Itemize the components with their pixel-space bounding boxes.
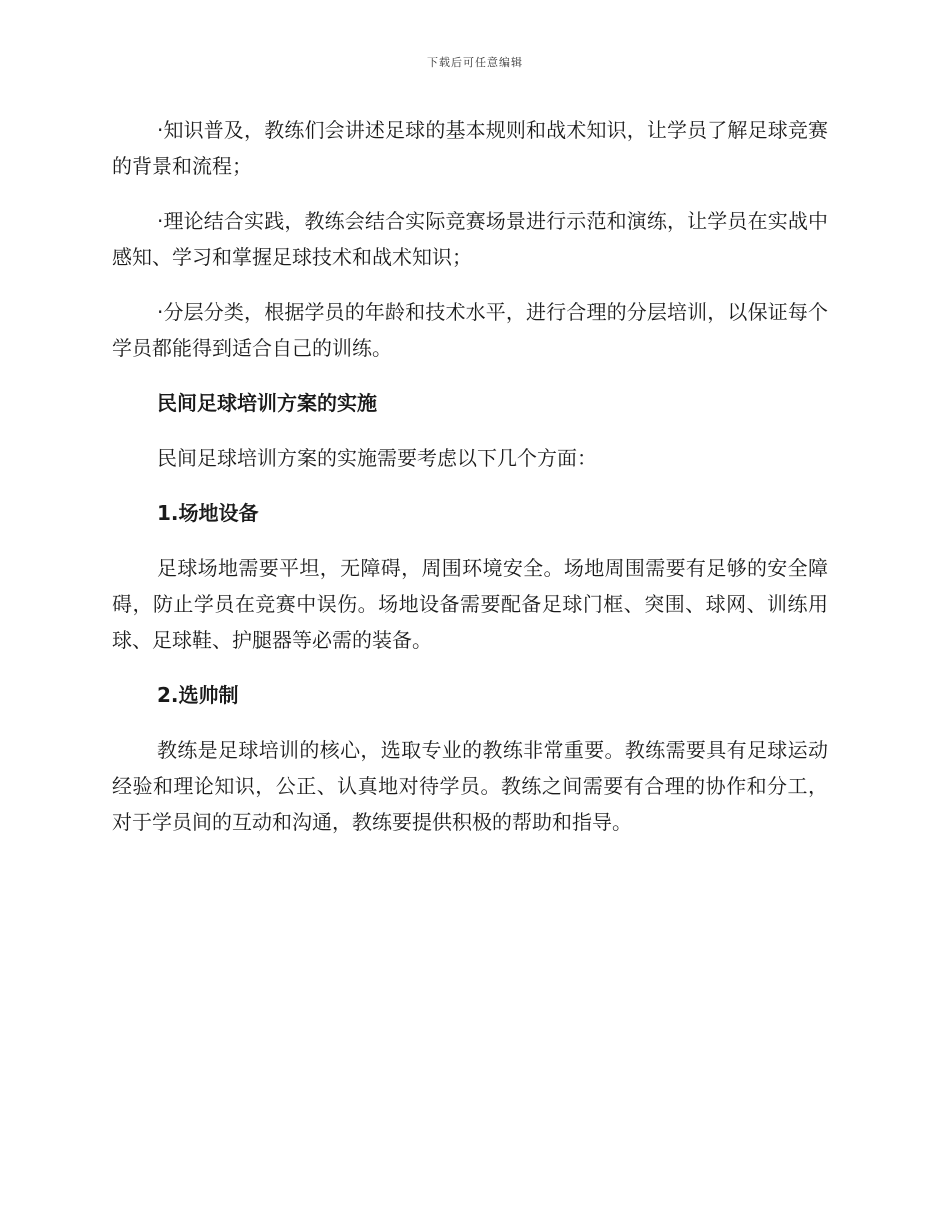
coach-paragraph: 教练是足球培训的核心，选取专业的教练非常重要。教练需要具有足球运动经验和理论知识，公正、认真地对待学员。教练之间需要有合理的协作和分工，对于学员间的互动和沟通，教练要提供积极的帮助和指导。 xyxy=(112,738,828,834)
section-intro-paragraph: 民间足球培训方案的实施需要考虑以下几个方面： xyxy=(157,446,597,470)
section-heading: 民间足球培训方案的实施 xyxy=(157,391,377,415)
bullet-paragraph-theory-practice: ·理论结合实践，教练会结合实际竞赛场景进行示范和演练，让学员在实战中感知、学习和掌握足球技术和战术知识； xyxy=(112,209,828,269)
venue-paragraph: 足球场地需要平坦，无障碍，周围环境安全。场地周围需要有足够的安全障碍，防止学员在竞赛中误伤。场地设备需要配备足球门框、突围、球网、训练用球、足球鞋、护腿器等必需的装备。 xyxy=(112,556,828,652)
bullet-paragraph-knowledge: ·知识普及，教练们会讲述足球的基本规则和战术知识，让学员了解足球竞赛的背景和流程； xyxy=(112,118,828,178)
document-body xyxy=(112,112,828,859)
sub-heading-coach: 2.选帅制 xyxy=(157,683,239,707)
page-header: 下载后可任意编辑 xyxy=(427,56,523,69)
bullet-paragraph-layered: ·分层分类，根据学员的年龄和技术水平，进行合理的分层培训，以保证每个学员都能得到适合自己的训练。 xyxy=(112,300,828,360)
sub-heading-venue: 1.场地设备 xyxy=(157,501,259,525)
